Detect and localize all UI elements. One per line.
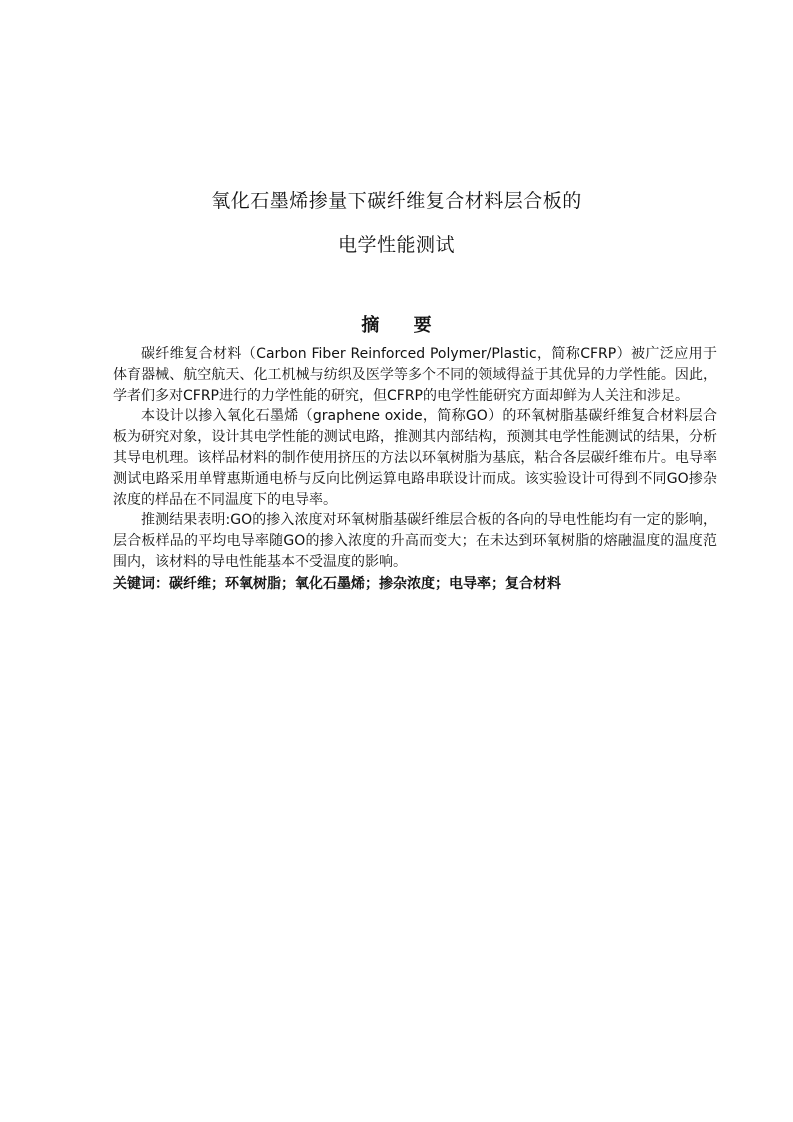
abstract-paragraph-1: 碳纤维复合材料（Carbon Fiber Reinforced Polymer/Plastic，简称CFRP）被广泛应用于体育器械、航空航天、化工机械与纺织及医学等多个不同的领域得益于其优异的力学性能。因此，学者们多对CFRP进行的力学性能的研究，但CFRP的电学性能研究方面却鲜为人关注和涉足。	[113, 346, 717, 404]
keywords-line: 关键词：碳纤维；环氧树脂；氧化石墨烯；掺杂浓度；电导率；复合材料	[113, 575, 561, 592]
abstract-body	[113, 344, 717, 595]
abstract-paragraph-2: 本设计以掺入氧化石墨烯（graphene oxide，简称GO）的环氧树脂基碳纤维复合材料层合板为研究对象，设计其电学性能的测试电路，推测其内部结构，预测其电学性能测试的结果，分析其导电机理。该样品材料的制作使用挤压的方法以环氧树脂为基底，粘合各层碳纤维布片。电导率测试电路采用单臂惠斯通电桥与反向比例运算电路串联设计而成。该实验设计可得到不同GO掺杂浓度的样品在不同温度下的电导率。	[113, 408, 717, 508]
abstract-heading: 摘 要	[361, 315, 446, 336]
abstract-paragraph-3: 推测结果表明:GO的掺入浓度对环氧树脂基碳纤维层合板的各向的导电性能均有一定的影响，层合板样品的平均电导率随GO的掺入浓度的升高而变大；在未达到环氧树脂的熔融温度的温度范围内，该材料的导电性能基本不受温度的影响。	[113, 512, 717, 570]
paper-title-line-2: 电学性能测试	[337, 234, 455, 256]
paper-title-line-1: 氧化石墨烯掺量下碳纤维复合材料层合板的	[211, 190, 582, 212]
